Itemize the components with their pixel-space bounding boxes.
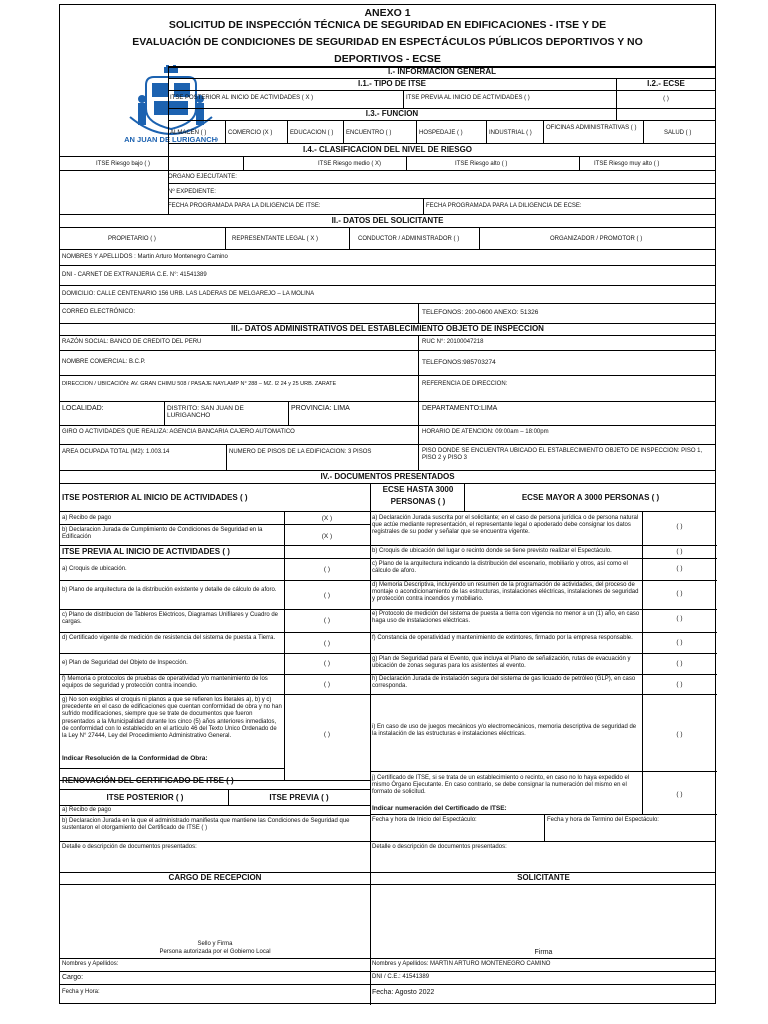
- organo-ejecutante[interactable]: ORGANO EJECUTANTE:: [168, 174, 237, 180]
- telefonos-establecimiento[interactable]: TELEFONOS:985703274: [422, 359, 496, 366]
- posterior-item-b-mark[interactable]: (X ): [321, 533, 333, 540]
- indicar-numeracion[interactable]: Indicar numeración del Certificado de ITSE:: [372, 805, 507, 812]
- itse-previa-header[interactable]: ITSE PREVIA AL INICIO DE ACTIVIDADES ( ): [62, 547, 230, 556]
- detalle-documentos-left[interactable]: Detalle o descripción de documentos presentados:: [62, 844, 197, 850]
- nombre-comercial[interactable]: NOMBRE COMERCIAL: B.C.P.: [62, 359, 146, 365]
- giro-actividades[interactable]: GIRO O ACTIVIDADES QUE REALIZA: AGENCIA BANCARIA CAJERO AUTOMATICO: [62, 429, 295, 435]
- fecha-inicio-espectaculo[interactable]: Fecha y hora de Inicio del Espectáculo:: [372, 817, 477, 823]
- posterior-item-a: a) Recibo de pago: [62, 515, 112, 521]
- ecse-item-b: b) Croquis de ubicación del lugar o recinto donde se tiene previsto realizar el Espectáculo.: [372, 548, 612, 554]
- solicitante-nombres[interactable]: Nombres y Apellidos: MARTIN ARTURO MONTENEGRO CAMINO: [372, 961, 551, 967]
- fecha-ecse[interactable]: FECHA PROGRAMADA PARA LA DILIGENCIA DE ECSE:: [426, 203, 582, 209]
- previa-item-g-mark[interactable]: ( ): [323, 731, 331, 738]
- funcion-comercio[interactable]: COMERCIO (X ): [228, 130, 273, 136]
- riesgo-row: [60, 157, 715, 171]
- funcion-row: [168, 120, 716, 144]
- renovacion-header[interactable]: RENOVACIÓN DEL CERTIFICADO DE ITSE ( ): [62, 776, 234, 785]
- correo-electronico[interactable]: CORREO ELECTRÓNICO:: [62, 309, 136, 315]
- riesgo-medio[interactable]: ITSE Riesgo medio ( X): [318, 161, 382, 167]
- riesgo-title: I.4.- CLASIFICACION DEL NIVEL DE RIESGO: [302, 145, 473, 154]
- previa-item-f-mark[interactable]: ( ): [323, 681, 331, 688]
- funcion-oficinas[interactable]: OFICINAS ADMINISTRATIVAS ( ): [546, 125, 637, 131]
- previa-item-b: b) Plano de arquitectura de la distribución existente y detalle de cálculo de aforo.: [62, 587, 277, 593]
- previa-item-c-mark[interactable]: ( ): [323, 617, 331, 624]
- previa-item-g: g) No son exigibles el croquis ni planos a que se refieren los literales a), b) y c) precedente en el caso de edificaciones que cuentan conformidad de obra y no han sufrido modificaciones, siempre que se trate de documentos que fueron presentados a la Municipalidad durante los cinco (5) años anteriores inmediatos, de conformidad con lo establecido en el artículo 46 del Texto Unico Ordenado de la Ley N° 27444, Ley del Procedimiento Administrativo General.: [62, 697, 282, 740]
- ecse-item-g-mark[interactable]: ( ): [676, 660, 683, 667]
- previa-item-e: e) Plan de Seguridad del Objeto de Inspección.: [62, 660, 188, 666]
- funcion-salud[interactable]: SALUD ( ): [664, 130, 692, 136]
- previa-item-d: d) Certificado vigente de medición de resistencia del sistema de puesta a Tierra.: [62, 635, 276, 641]
- solicitante-roles: [60, 228, 715, 250]
- indicar-resolucion[interactable]: Indicar Resolución de la Conformidad de Obra:: [62, 755, 208, 762]
- ecse-hasta-header-l2[interactable]: PERSONAS ( ): [390, 497, 446, 506]
- ecse-item-c-mark[interactable]: ( ): [676, 565, 683, 572]
- cargo-field[interactable]: Cargo:: [62, 974, 84, 981]
- ecse-item-c: c) Plano de la arquitectura indicando la distribución del escenario, mobiliario y otros, así como el cálculo de aforo.: [372, 561, 628, 575]
- direccion-ubicacion[interactable]: DIRECCION / UBICACIÓN: AV. GRAN CHIMU 508 / PASAJE NAYLAMP N° 288 – MZ. I2 24 y 25 URB. ZARATE: [62, 381, 337, 387]
- itse-posterior-header[interactable]: ITSE POSTERIOR AL INICIO DE ACTIVIDADES ( ): [62, 493, 248, 502]
- ecse-item-f-mark[interactable]: ( ): [676, 639, 683, 646]
- distrito[interactable]: DISTRITO: SAN JUAN DE LURIGANCHO: [167, 405, 244, 420]
- fecha-itse[interactable]: FECHA PROGRAMADA PARA LA DILIGENCIA DE ITSE:: [168, 203, 321, 209]
- riesgo-bajo[interactable]: ITSE Riesgo bajo ( ): [96, 161, 151, 167]
- previa-item-d-mark[interactable]: ( ): [323, 640, 331, 647]
- ecse-item-j: j) Certificado de ITSE, si se trata de un establecimiento o recinto, en caso no lo haya expedido el mismo Órgano Ejecutante. En caso contrario, se debe consignar la numeración del mismo en el formato de solicitud.: [372, 775, 630, 796]
- section-4-title: IV.- DOCUMENTOS PRESENTADOS: [320, 472, 455, 481]
- ecse-title: I.2.- ECSE: [647, 79, 685, 88]
- posterior-item-b: b) Declaracion Jurada de Cumplimiento de Condiciones de Seguridad en la Edificación: [62, 527, 263, 541]
- ecse-item-e-mark[interactable]: ( ): [676, 615, 683, 622]
- numero-pisos[interactable]: NUMERO DE PISOS DE LA EDIFICACION: 3 PISOS: [229, 449, 372, 455]
- svg-text:SAN JUAN DE LURIGANCHO: SAN JUAN DE LURIGANCHO: [124, 135, 218, 144]
- ecse-mark[interactable]: ( ): [663, 96, 669, 102]
- role-representante[interactable]: REPRESENTANTE LEGAL ( X ): [232, 236, 319, 242]
- previa-item-a-mark[interactable]: ( ): [323, 566, 331, 573]
- ecse-item-a-mark[interactable]: ( ): [676, 523, 683, 530]
- funcion-educacion[interactable]: EDUCACION ( ): [290, 130, 334, 136]
- firma-label: Firma: [534, 949, 553, 956]
- ruc[interactable]: RUC N°: 20100047218: [422, 339, 484, 345]
- form-page: [59, 4, 716, 1004]
- ecse-item-b-mark[interactable]: ( ): [676, 548, 683, 555]
- razon-social[interactable]: RAZÓN SOCIAL: BANCO DE CREDITO DEL PERU: [62, 339, 202, 345]
- telefonos-solicitante[interactable]: TELEFONOS: 200-0600 ANEXO: 51326: [422, 309, 539, 316]
- cargo-recepcion-title: CARGO DE RECEPCION: [168, 873, 262, 882]
- ecse-item-f: f) Constancia de operatividad y mantenimiento de extintores, firmado por la empresa responsable.: [372, 635, 633, 641]
- role-propietario[interactable]: PROPIETARIO ( ): [108, 236, 156, 242]
- ecse-item-i-mark[interactable]: ( ): [676, 731, 683, 738]
- localidad[interactable]: LOCALIDAD:: [62, 405, 104, 412]
- riesgo-muy-alto[interactable]: ITSE Riesgo muy alto ( ): [594, 161, 660, 167]
- sello-firma: Sello y Firma: [197, 941, 233, 947]
- solicitante-fecha[interactable]: Fecha: Agosto 2022: [372, 989, 435, 996]
- itse-previa-option[interactable]: ITSE PREVIA AL INICIO DE ACTIVIDADES ( ): [406, 95, 530, 101]
- area-ocupada[interactable]: AREA OCUPADA TOTAL (M2): 1.003.14: [62, 449, 170, 455]
- previa-item-e-mark[interactable]: ( ): [323, 660, 331, 667]
- posterior-item-a-mark[interactable]: (X ): [321, 515, 333, 522]
- renovacion-posterior[interactable]: ITSE POSTERIOR ( ): [106, 793, 184, 802]
- ecse-hasta-header-l1[interactable]: ECSE HASTA 3000: [382, 485, 454, 494]
- itse-posterior-option[interactable]: ITSE POSTERIOR AL INICIO DE ACTIVIDADES ( X ): [170, 95, 314, 101]
- previa-item-c: c) Plano de distribucion de Tableros Eléctricos, Diagramas Unifilares y Cuadro de cargas.: [62, 612, 278, 626]
- previa-item-f: f) Memoria o protocolos de pruebas de operatividad y/o mantenimiento de los equipos de seguridad y protección contra incendio.: [62, 676, 268, 690]
- cargo-nombres[interactable]: Nombres y Apellidos:: [62, 961, 119, 967]
- nombres-apellidos[interactable]: NOMBRES Y APELLIDOS : Martin Arturo Montenegro Camino: [62, 254, 228, 260]
- dni-solicitante[interactable]: DNI - CARNET DE EXTRANJERIA C.E. N°: 41541389: [62, 272, 207, 278]
- anexo-label: ANEXO 1: [364, 7, 411, 19]
- form-title-line3: DEPORTIVOS - ECSE: [334, 53, 441, 65]
- horario-atencion[interactable]: HORARIO DE ATENCION: 09:00am – 18:00pm: [422, 429, 549, 435]
- ecse-item-i: i) En caso de uso de juegos mecánicos y/o electromecánicos, memoria descriptiva de seguridad de la instalación de las estructuras e instalaciones eléctricas.: [372, 724, 637, 738]
- fecha-termino-espectaculo[interactable]: Fecha y hora de Termino del Espectáculo:: [547, 817, 659, 823]
- role-conductor[interactable]: CONDUCTOR / ADMINISTRADOR ( ): [358, 236, 460, 242]
- section-2-title: II.- DATOS DEL SOLICITANTE: [331, 216, 444, 225]
- form-title-line2: EVALUACIÓN DE CONDICIONES DE SEGURIDAD EN ESPECTÁCULOS PÚBLICOS DEPORTIVOS Y NO: [132, 36, 643, 48]
- cargo-fecha-hora[interactable]: Fecha y Hora:: [62, 989, 100, 995]
- renovacion-item-a: a) Recibo de pago: [62, 807, 112, 813]
- ecse-item-a: a) Declaración Jurada suscrita por el solicitante; en el caso de persona jurídica o de persona natural que actúe mediante representación, el representante legal o apoderado debe consignar los datos registrales de su poder y señalar que se encuentra vigente.: [372, 515, 639, 536]
- persona-autorizada: Persona autorizada por el Gobierno Local: [159, 949, 271, 955]
- previa-item-b-mark[interactable]: ( ): [323, 592, 331, 599]
- renovacion-item-b: b) Declaracion Jurada en la que el administrado manifiesta que mantiene las Condiciones de Seguridad que sustentaron el otorgamiento del Certificado de ITSE ( ): [62, 818, 350, 832]
- previa-item-a: a) Croquis de ubicación.: [62, 566, 127, 572]
- ecse-item-g: g) Plan de Seguridad para el Evento, que incluya el Plano de señalización, rutas de evacuación y ubicación de zonas seguras para los asistentes al evento.: [372, 656, 631, 670]
- domicilio-solicitante[interactable]: DOMICILIO: CALLE CENTENARIO 156 URB. LAS LADERAS DE MELGAREJO – LA MOLINA: [62, 291, 315, 297]
- riesgo-alto[interactable]: ITSE Riesgo alto ( ): [455, 161, 508, 167]
- provincia[interactable]: PROVINCIA: LIMA: [291, 405, 350, 412]
- ecse-item-j-mark[interactable]: ( ): [676, 791, 683, 798]
- departamento[interactable]: DEPARTAMENTO:LIMA: [422, 405, 498, 412]
- renovacion-previa[interactable]: ITSE PREVIA ( ): [269, 793, 329, 802]
- ecse-item-d-mark[interactable]: ( ): [676, 590, 683, 597]
- ecse-item-h: h) Declaración Jurada de instalación segura del sistema de gas licuado de petróleo (GLP), en caso corresponda.: [372, 676, 636, 690]
- tipo-itse-title: I.1.- TIPO DE ITSE: [357, 79, 426, 88]
- funcion-almacen[interactable]: ALMACEN ( ): [170, 130, 207, 136]
- funcion-encuentro[interactable]: ENCUENTRO ( ): [346, 130, 392, 136]
- solicitante-dni[interactable]: DNI / C.E.: 41541389: [372, 974, 430, 980]
- ecse-item-d: d) Memoria Descriptiva, incluyendo un resumen de la programación de actividades, del proceso de montaje o acondicionamiento de las estructuras, instalaciones eléctricas, instalaciones de seguridad y protección contra incendios y mobiliario.: [372, 582, 639, 603]
- funcion-title: I.3.- FUNCION: [365, 109, 419, 118]
- piso-ubicacion[interactable]: PISO DONDE SE ENCUENTRA UBICADO EL ESTABLECIMIENTO OBJETO DE INSPECCION: PISO 1, PISO 2 y PISO 3: [422, 448, 703, 462]
- referencia-direccion[interactable]: REFERENCIA DE DIRECCION:: [422, 381, 508, 387]
- ecse-mayor-header[interactable]: ECSE MAYOR A 3000 PERSONAS ( ): [521, 493, 660, 502]
- form-title-line1: SOLICITUD DE INSPECCIÓN TÉCNICA DE SEGURIDAD EN EDIFICACIONES - ITSE Y DE: [168, 19, 607, 31]
- funcion-industrial[interactable]: INDUSTRIAL ( ): [489, 130, 532, 136]
- section-3-title: III.- DATOS ADMINISTRATIVOS DEL ESTABLECIMIENTO OBJETO DE INSPECCION: [231, 324, 544, 333]
- role-organizador[interactable]: ORGANIZADOR / PROMOTOR ( ): [550, 236, 643, 242]
- detalle-documentos-right[interactable]: Detalle o descripción de documentos presentados:: [372, 844, 507, 850]
- ecse-item-e: e) Protocolo de medición del sistema de puesta a tierra con vigencia no menor a un (1) año, en caso haga uso de instalaciones eléctricas.: [372, 611, 640, 625]
- solicitante-title: SOLICITANTE: [517, 873, 570, 882]
- numero-expediente[interactable]: Nº EXPEDIENTE:: [168, 189, 216, 195]
- funcion-hospedaje[interactable]: HOSPEDAJE ( ): [419, 130, 463, 136]
- section-1-title: I.- INFORMACION GENERAL: [388, 67, 496, 76]
- ecse-item-h-mark[interactable]: ( ): [676, 681, 683, 688]
